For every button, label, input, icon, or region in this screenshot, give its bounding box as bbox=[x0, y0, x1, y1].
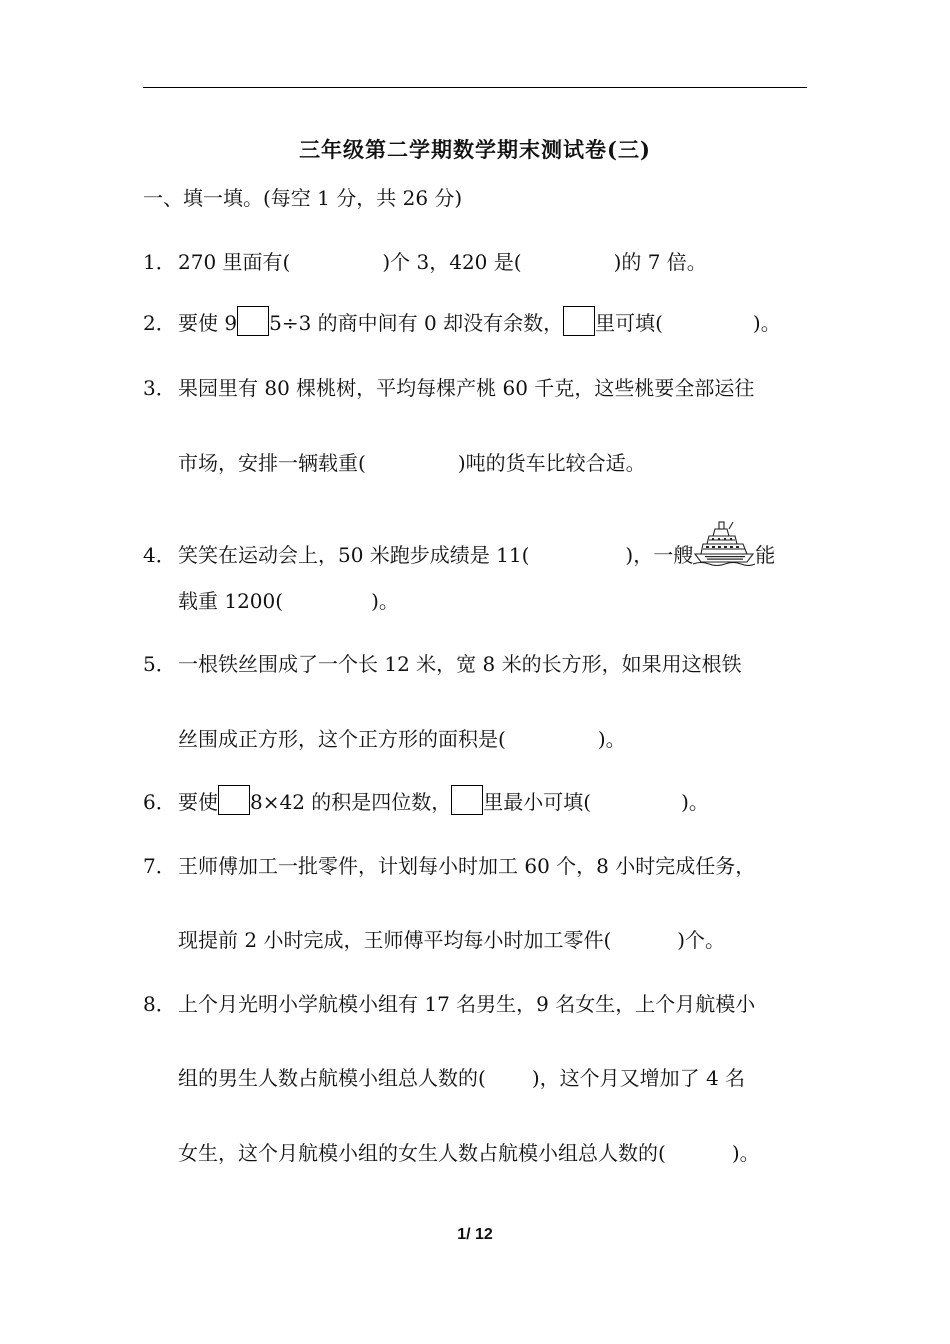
question-number: 3． bbox=[143, 376, 176, 400]
question-7-cont: 现提前 2 小时完成，王师傅平均每小时加工零件( )个。 bbox=[178, 928, 726, 952]
question-4: 4． 笑笑在运动会上，50 米跑步成绩是 11( )，一艘 能 bbox=[143, 520, 775, 554]
question-5-cont: 丝围成正方形，这个正方形的面积是( )。 bbox=[178, 727, 626, 751]
digit-box bbox=[451, 785, 483, 815]
digit-box bbox=[237, 306, 269, 336]
question-8-cont-2: 女生，这个月航模小组的女生人数占航模小组总人数的( )。 bbox=[178, 1141, 760, 1165]
question-number: 6． bbox=[143, 790, 176, 814]
question-2: 2． 要使 9 5÷3 的商中间有 0 却没有余数， 里可填( )。 bbox=[143, 306, 781, 340]
ship-icon bbox=[693, 520, 755, 566]
question-8: 8． 上个月光明小学航模小组有 17 名男生，9 名女生，上个月航模小 bbox=[143, 987, 755, 1021]
question-5: 5． 一根铁丝围成了一个长 12 米，宽 8 米的长方形，如果用这根铁 bbox=[143, 647, 742, 681]
question-number: 2． bbox=[143, 311, 176, 335]
section-heading: 一、填一填。(每空 1 分，共 26 分) bbox=[143, 186, 463, 210]
page-title: 三年级第二学期数学期末测试卷(三) bbox=[299, 137, 651, 162]
question-number: 8． bbox=[143, 992, 176, 1016]
digit-box bbox=[218, 785, 250, 815]
question-3-cont: 市场，安排一辆载重( )吨的货车比较合适。 bbox=[178, 451, 646, 475]
question-7: 7． 王师傅加工一批零件，计划每小时加工 60 个，8 小时完成任务， bbox=[143, 849, 755, 883]
question-6: 6． 要使 8×42 的积是四位数， 里最小可填( )。 bbox=[143, 785, 709, 819]
question-1: 1． 270 里面有( )个 3，420 是( )的 7 倍。 bbox=[143, 245, 707, 279]
digit-box bbox=[563, 306, 595, 336]
question-number: 1． bbox=[143, 250, 176, 274]
question-number: 5． bbox=[143, 652, 176, 676]
question-number: 4． bbox=[143, 543, 176, 567]
header-rule bbox=[143, 87, 807, 88]
question-number: 7． bbox=[143, 854, 176, 878]
question-8-cont: 组的男生人数占航模小组总人数的( )，这个月又增加了 4 名 bbox=[178, 1066, 746, 1090]
question-3: 3． 果园里有 80 棵桃树，平均每棵产桃 60 千克，这些桃要全部运往 bbox=[143, 371, 754, 405]
page-number: 1/ 12 bbox=[457, 1226, 493, 1243]
question-4-cont: 载重 1200( )。 bbox=[178, 589, 399, 613]
